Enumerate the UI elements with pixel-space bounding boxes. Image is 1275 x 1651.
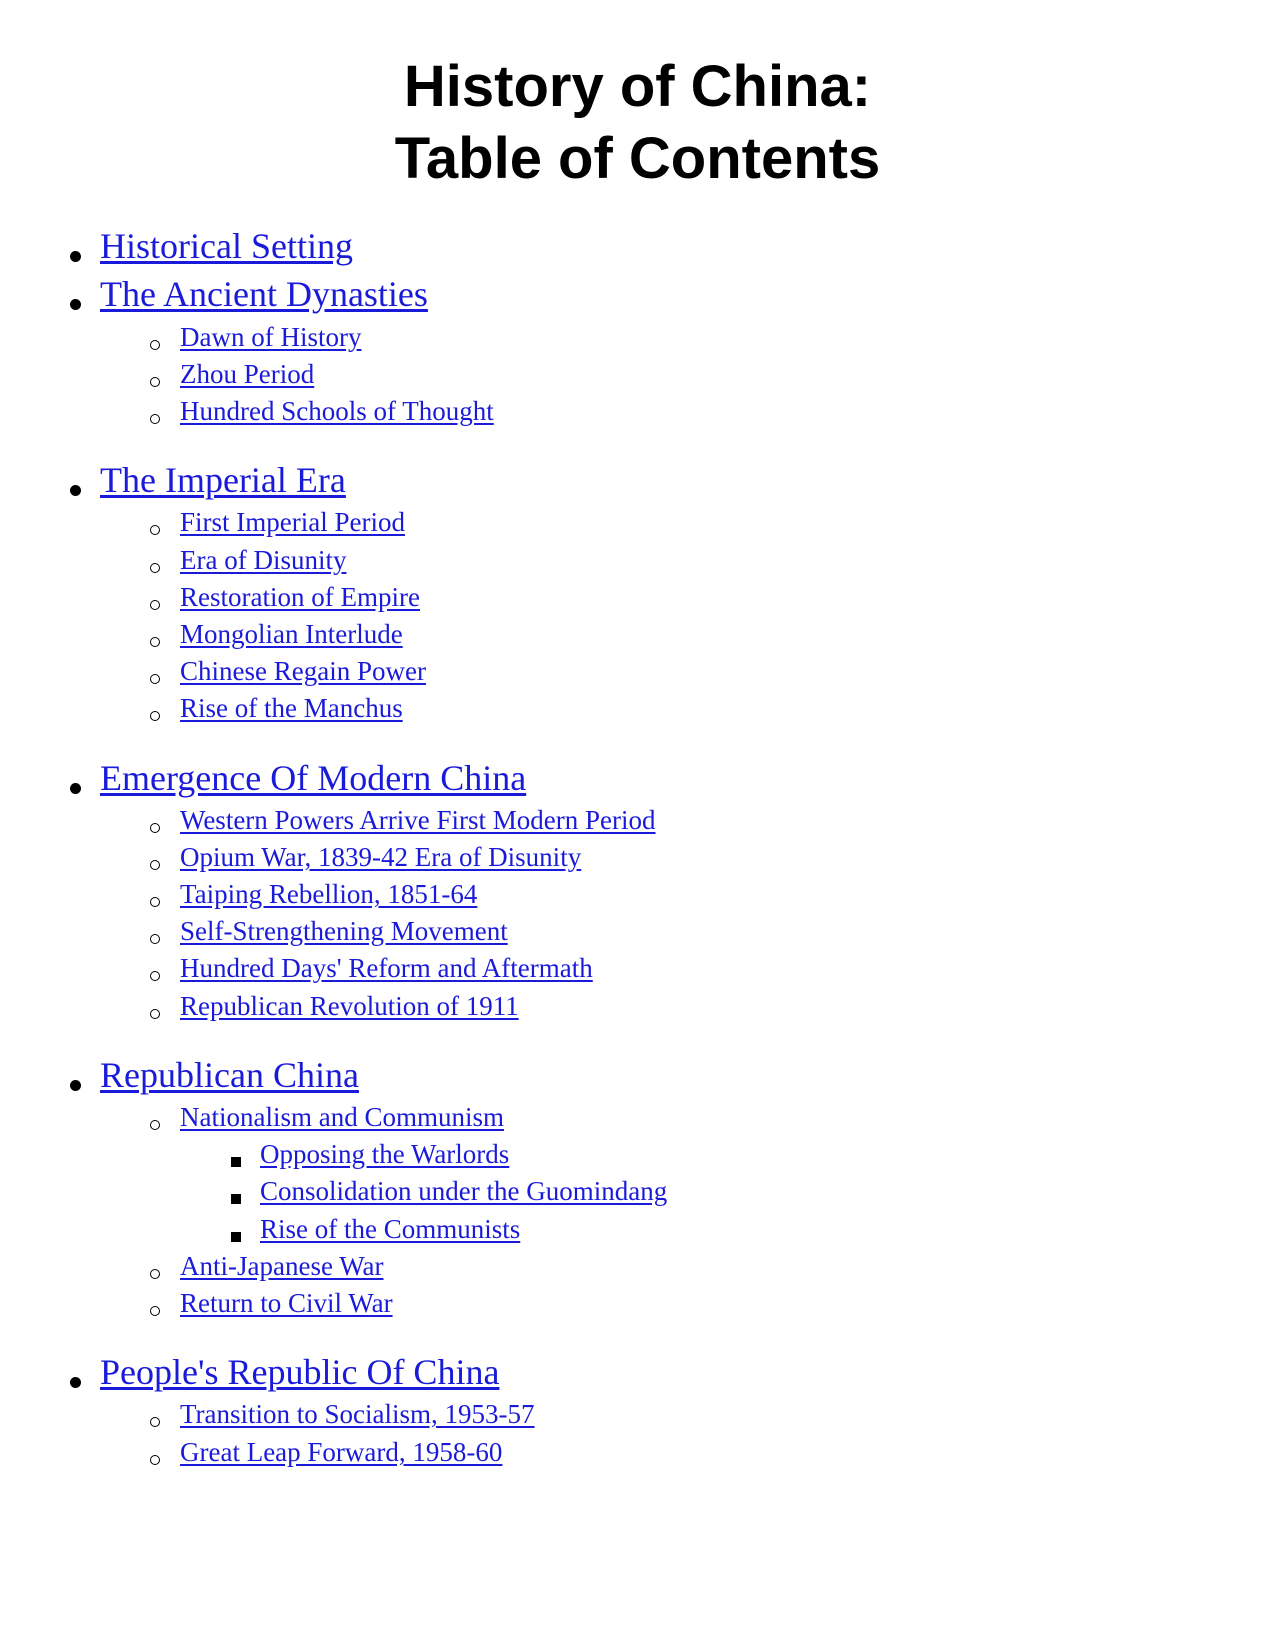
toc-item [100, 459, 346, 506]
toc-item [180, 547, 346, 578]
toc-link-rise-of-the-manchus[interactable]: Rise of the Manchus [180, 693, 403, 724]
toc-link-modern-china[interactable]: Emergence Of Modern China [100, 757, 527, 798]
disc-bullet-icon [70, 251, 81, 262]
toc-item [180, 918, 508, 949]
toc-item [180, 621, 403, 652]
circle-bullet-icon [150, 340, 160, 350]
toc-item [260, 1141, 509, 1172]
toc-link-zhou-period[interactable]: Zhou Period [180, 359, 315, 390]
toc-item [180, 584, 420, 615]
toc-link-great-leap-forward[interactable]: Great Leap Forward, 1958-60 [180, 1437, 503, 1468]
toc-link-hundred-days-reform[interactable]: Hundred Days' Reform and Aftermath [180, 953, 593, 984]
toc-item [180, 324, 361, 355]
circle-bullet-icon [150, 600, 160, 610]
circle-bullet-icon [150, 1120, 160, 1130]
toc-link-consolidation-guomindang[interactable]: Consolidation under the Guomindang [260, 1176, 668, 1207]
page-title-line-1: History of China: [403, 54, 872, 119]
toc-link-historical-setting[interactable]: Historical Setting [100, 225, 353, 266]
toc-item [180, 509, 405, 540]
toc-link-hundred-schools[interactable]: Hundred Schools of Thought [180, 396, 494, 427]
disc-bullet-icon [70, 299, 81, 310]
circle-bullet-icon [150, 1306, 160, 1316]
toc-item [100, 1054, 359, 1101]
toc-item [180, 807, 656, 838]
toc-link-dawn-of-history[interactable]: Dawn of History [180, 322, 362, 353]
page-title-line-2: Table of Contents [394, 126, 881, 191]
toc-link-restoration-of-empire[interactable]: Restoration of Empire [180, 582, 420, 613]
square-bullet-icon [231, 1232, 241, 1242]
circle-bullet-icon [150, 525, 160, 535]
toc-item [260, 1178, 667, 1209]
toc-item [180, 1290, 393, 1321]
circle-bullet-icon [150, 414, 160, 424]
toc-link-anti-japanese-war[interactable]: Anti-Japanese War [180, 1251, 384, 1282]
toc-item [180, 844, 581, 875]
circle-bullet-icon [150, 563, 160, 573]
toc-link-imperial-era[interactable]: The Imperial Era [100, 459, 346, 500]
circle-bullet-icon [150, 377, 160, 387]
toc-item [180, 1104, 504, 1135]
toc-link-nationalism-communism[interactable]: Nationalism and Communism [180, 1102, 504, 1133]
toc-item [100, 225, 353, 272]
toc-item [180, 1253, 384, 1284]
circle-bullet-icon [150, 711, 160, 721]
toc-link-rise-of-communists[interactable]: Rise of the Communists [260, 1214, 521, 1245]
toc-link-chinese-regain-power[interactable]: Chinese Regain Power [180, 656, 426, 687]
disc-bullet-icon [70, 485, 81, 496]
circle-bullet-icon [150, 637, 160, 647]
toc-link-opposing-warlords[interactable]: Opposing the Warlords [260, 1139, 510, 1170]
circle-bullet-icon [150, 934, 160, 944]
circle-bullet-icon [150, 1455, 160, 1465]
disc-bullet-icon [70, 1080, 81, 1091]
circle-bullet-icon [150, 897, 160, 907]
circle-bullet-icon [150, 1269, 160, 1279]
toc-item [260, 1216, 520, 1247]
toc-item [100, 757, 527, 804]
toc-item [180, 955, 593, 986]
toc-link-peoples-republic[interactable]: People's Republic Of China [100, 1351, 500, 1392]
disc-bullet-icon [70, 1377, 81, 1388]
circle-bullet-icon [150, 860, 160, 870]
circle-bullet-icon [150, 823, 160, 833]
toc-item [180, 361, 314, 392]
square-bullet-icon [231, 1194, 241, 1204]
toc-link-taiping-rebellion[interactable]: Taiping Rebellion, 1851-64 [180, 879, 478, 910]
toc-item [180, 993, 519, 1024]
toc-item [180, 881, 477, 912]
toc-item [180, 1401, 535, 1432]
circle-bullet-icon [150, 971, 160, 981]
disc-bullet-icon [70, 783, 81, 794]
circle-bullet-icon [150, 1417, 160, 1427]
toc-link-western-powers[interactable]: Western Powers Arrive First Modern Period [180, 805, 656, 836]
toc-link-ancient-dynasties[interactable]: The Ancient Dynasties [100, 273, 428, 314]
toc-link-opium-war[interactable]: Opium War, 1839-42 Era of Disunity [180, 842, 582, 873]
circle-bullet-icon [150, 1009, 160, 1019]
toc-link-mongolian-interlude[interactable]: Mongolian Interlude [180, 619, 403, 650]
circle-bullet-icon [150, 674, 160, 684]
toc-link-first-imperial-period[interactable]: First Imperial Period [180, 507, 405, 538]
toc-item [180, 695, 403, 726]
toc-link-era-of-disunity[interactable]: Era of Disunity [180, 545, 347, 576]
toc-link-republican-revolution[interactable]: Republican Revolution of 1911 [180, 991, 519, 1022]
toc-item [100, 1351, 500, 1398]
toc-link-republican-china[interactable]: Republican China [100, 1054, 359, 1095]
toc-item [180, 398, 494, 429]
toc-item [180, 1439, 502, 1470]
square-bullet-icon [231, 1157, 241, 1167]
toc-link-self-strengthening[interactable]: Self-Strengthening Movement [180, 916, 508, 947]
toc-link-transition-to-socialism[interactable]: Transition to Socialism, 1953-57 [180, 1399, 535, 1430]
toc-item [180, 658, 426, 689]
toc-item [100, 273, 428, 320]
toc-link-return-to-civil-war[interactable]: Return to Civil War [180, 1288, 393, 1319]
